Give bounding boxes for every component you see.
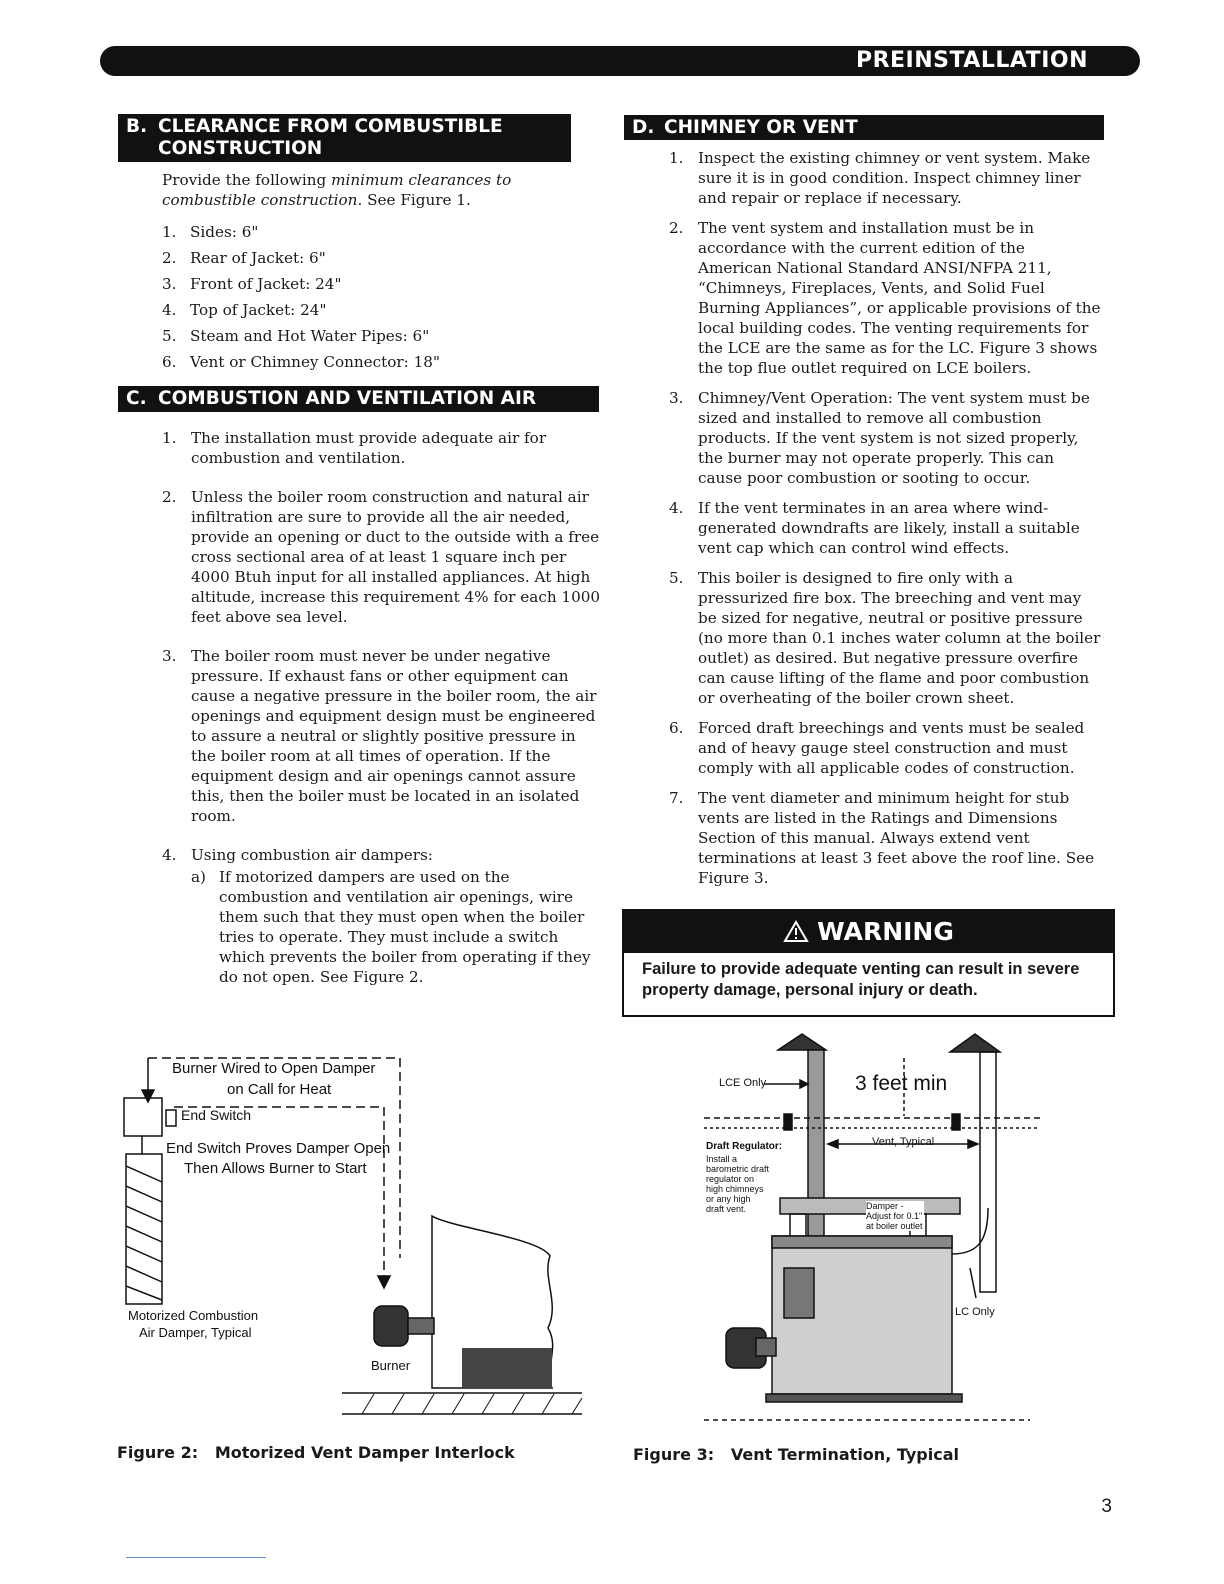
list-number: 2.	[162, 249, 177, 267]
wiring-dashed-line	[174, 1107, 384, 1284]
list-text: If motorized dampers are used on the combustion and ventilation air openings, wire them such that they must open when the boiler tries to operate. They must include a switch which prevents the boiler from operating if they do not open. See Figure 2.	[219, 868, 591, 986]
intro-text-a: Provide the following	[162, 171, 332, 189]
list-item	[162, 646, 602, 826]
boiler-shading	[462, 1348, 552, 1388]
label-damper-2: Air Damper, Typical	[139, 1325, 252, 1340]
boiler-panel	[784, 1268, 814, 1318]
section-d-letter: D.	[632, 117, 655, 138]
intro-text-emphasis: minimum clearances to combustible construction	[162, 171, 512, 209]
list-text: Using combustion air dampers:	[191, 846, 433, 864]
list-text: This boiler is designed to fire only with a pressurized fire box. The breeching and vent may be sized for negative, neutral or positive pressure (no more than 0.1 inches water column at the boiler outlet) as desired. But negative pressure overfire can cause lifting of the flame and poor combustion or overheating of the boiler crown sheet.	[698, 569, 1101, 707]
section-label: PREINSTALLATION	[855, 48, 1088, 73]
figure-2-diagram	[112, 1048, 592, 1420]
boiler-top	[772, 1236, 952, 1248]
vent-pipe-lce	[808, 1050, 824, 1250]
section-b-title-line1: CLEARANCE FROM COMBUSTIBLE	[158, 116, 503, 137]
list-number: a)	[191, 868, 206, 886]
label-lc-only: LC Only	[955, 1306, 995, 1318]
section-c-letter: C.	[126, 388, 147, 409]
list-item	[669, 148, 1101, 208]
list-item	[162, 300, 562, 326]
vent-pipe-lc	[980, 1052, 996, 1292]
list-item	[162, 274, 562, 300]
figure-3-number: Figure 3:	[633, 1445, 715, 1464]
list-text: Vent or Chimney Connector: 18"	[190, 353, 440, 371]
header-banner	[100, 46, 1140, 76]
list-text: Sides: 6"	[190, 223, 259, 241]
section-c-heading	[118, 386, 599, 412]
list-text: Front of Jacket: 24"	[190, 275, 342, 293]
list-text: Chimney/Vent Operation: The vent system must be sized and installed to remove all combustion products. If the vent system is not sized properly, the burner may not operate properly. This can cause poor combustion or sooting to occur.	[698, 389, 1090, 487]
list-number: 1.	[669, 149, 684, 167]
list-text: The boiler room must never be under negative pressure. If exhaust fans or other equipment can cause a negative pressure in the boiler room, the air openings and equipment design must be engineered to assure a neutral or slightly positive pressure in the boiler room at all times of operation. If the equipment design and air openings cannot assure this, then the boiler must be located in an isolated room.	[191, 647, 597, 825]
list-text: Forced draft breechings and vents must be sealed and of heavy gauge steel construction and must comply with all applicable codes of construction.	[698, 719, 1085, 777]
list-number: 6.	[162, 353, 177, 371]
warning-text: Failure to provide adequate venting can result in severe property damage, personal injury or death.	[642, 960, 1080, 999]
figure-2-title: Motorized Vent Damper Interlock	[214, 1443, 515, 1462]
list-item	[669, 568, 1101, 708]
roof-flashing	[784, 1114, 792, 1130]
label-proves-1: End Switch Proves Damper Open	[166, 1140, 391, 1157]
list-number: 3.	[162, 275, 177, 293]
list-item	[669, 388, 1101, 488]
vent-cap-right	[950, 1034, 1000, 1052]
combustion-list	[162, 428, 602, 987]
clearance-list	[162, 222, 562, 378]
label-burner-wired-1: Burner Wired to Open Damper	[172, 1060, 376, 1077]
damper-motor	[124, 1098, 162, 1136]
section-b-heading	[118, 114, 571, 162]
list-item	[162, 326, 562, 352]
label-damper-adjust: Damper - Adjust for 0.1" at boiler outlet	[866, 1201, 923, 1231]
warning-triangle-icon	[783, 920, 809, 943]
section-d-body	[669, 148, 1101, 888]
figure-3-caption	[633, 1445, 959, 1464]
list-text: The vent system and installation must be in accordance with the current edition of the American National Standard ANSI/NFPA 211, “Chimneys, Fireplaces, Vents, and Solid Fuel Burning Appliances”, or applicable provisions of the local building codes. The venting requirements for the LCE are the same as for the LC. Figure 3 shows the top flue outlet required on LCE boilers.	[698, 219, 1101, 377]
warning-box	[622, 909, 1115, 1017]
arrow-left-icon	[828, 1140, 838, 1148]
list-item	[162, 248, 562, 274]
footer-rule	[126, 1557, 266, 1558]
burner-tube	[756, 1338, 776, 1356]
arrow-right-icon	[800, 1080, 808, 1088]
warning-title: WARNING	[817, 917, 954, 946]
figure-2-number: Figure 2:	[117, 1443, 199, 1462]
chimney-list	[669, 148, 1101, 888]
list-text: Steam and Hot Water Pipes: 6"	[190, 327, 430, 345]
page-number: 3	[1101, 1496, 1112, 1517]
section-d-title: CHIMNEY OR VENT	[664, 117, 858, 138]
list-text: Inspect the existing chimney or vent system. Make sure it is in good condition. Inspect chimney liner and repair or replace if necessary.	[698, 149, 1091, 207]
boiler-base	[766, 1394, 962, 1402]
label-burner-wired-2: on Call for Heat	[227, 1081, 332, 1098]
list-text: Unless the boiler room construction and natural air infiltration are sure to provide all the air needed, provide an opening or duct to the outside with a free cross sectional area of at least 1 square inch per 4000 Btuh input for all installed appliances. At high altitude, increase this requirement 4% for each 1000 feet above sea level.	[191, 488, 601, 626]
intro-text-b: . See Figure 1.	[357, 191, 471, 209]
arrow-right-icon	[968, 1140, 978, 1148]
label-lce-only: LCE Only	[719, 1077, 767, 1089]
label-vent-typical: Vent, Typical	[872, 1136, 935, 1148]
list-text: Rear of Jacket: 6"	[190, 249, 326, 267]
list-text: The vent diameter and minimum height for stub vents are listed in the Ratings and Dimensions Section of this manual. Always extend vent terminations at least 3 feet above the roof line. See Figure 3.	[698, 789, 1095, 887]
list-text: If the vent terminates in an area where wind-generated downdrafts are likely, install a suitable vent cap which can control wind effects.	[698, 499, 1080, 557]
end-switch	[166, 1110, 176, 1126]
figure-2-caption	[117, 1443, 515, 1462]
label-damper-1: Motorized Combustion	[128, 1308, 259, 1323]
label-burner: Burner	[371, 1358, 411, 1373]
list-number: 3.	[162, 647, 177, 665]
section-b-body	[162, 170, 562, 378]
section-d-heading	[624, 115, 1104, 140]
section-c-title: COMBUSTION AND VENTILATION AIR	[158, 388, 537, 409]
lc-elbow	[952, 1208, 988, 1254]
list-item	[669, 718, 1101, 778]
section-b-intro	[162, 170, 562, 210]
section-b-letter: B.	[126, 116, 148, 137]
list-text: The installation must provide adequate air for combustion and ventilation.	[191, 429, 547, 467]
label-draft-note: Install a barometric draft regulator on high chimneys or any high draft vent.	[706, 1154, 770, 1214]
list-item	[162, 845, 602, 865]
damper-blades	[126, 1166, 162, 1300]
list-item	[162, 428, 602, 468]
arrow-line	[970, 1268, 976, 1298]
list-number: 4.	[162, 846, 177, 864]
list-number: 2.	[162, 488, 177, 506]
list-number: 7.	[669, 789, 684, 807]
label-end-switch: End Switch	[181, 1107, 252, 1123]
section-b-title-line2: CONSTRUCTION	[158, 138, 323, 159]
burner-body	[374, 1306, 408, 1346]
list-number: 2.	[669, 219, 684, 237]
warning-header	[624, 911, 1113, 953]
label-three-feet: 3 feet min	[855, 1072, 948, 1095]
list-item	[162, 487, 602, 627]
list-number: 4.	[669, 499, 684, 517]
list-item	[669, 788, 1101, 888]
list-item	[669, 218, 1101, 378]
list-number: 6.	[669, 719, 684, 737]
list-number: 4.	[162, 301, 177, 319]
figure-3-title: Vent Termination, Typical	[730, 1445, 959, 1464]
list-text: Top of Jacket: 24"	[190, 301, 327, 319]
label-draft-regulator: Draft Regulator:	[706, 1141, 783, 1152]
label-proves-2: Then Allows Burner to Start	[184, 1160, 367, 1177]
list-number: 5.	[162, 327, 177, 345]
burner-tube	[408, 1318, 434, 1334]
arrow-down-icon	[142, 1090, 154, 1102]
list-number: 1.	[162, 223, 177, 241]
list-item	[162, 352, 562, 378]
list-item	[669, 498, 1101, 558]
floor-hatching	[362, 1394, 582, 1414]
vent-cap-left	[778, 1034, 826, 1050]
arrow-down-icon	[378, 1276, 390, 1288]
list-item	[162, 222, 562, 248]
roof-flashing	[952, 1114, 960, 1130]
sub-list-item	[162, 867, 602, 987]
list-number: 3.	[669, 389, 684, 407]
list-number: 1.	[162, 429, 177, 447]
list-number: 5.	[669, 569, 684, 587]
section-c-body	[162, 428, 602, 987]
